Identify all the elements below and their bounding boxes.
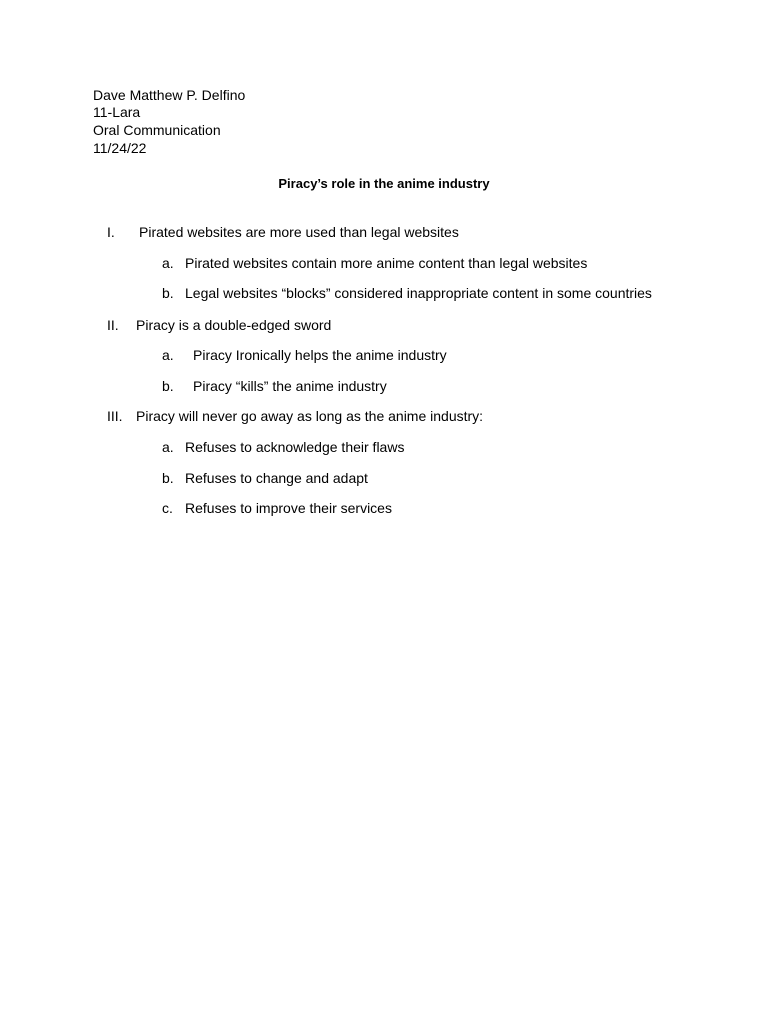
subpoint-text: Refuses to acknowledge their flaws [185, 439, 405, 455]
outline-numeral: II. [107, 317, 119, 333]
outline-point: Pirated websites are more used than legal websites [139, 224, 459, 240]
subpoint-text: Refuses to change and adapt [185, 470, 368, 486]
subpoint-text: Pirated websites contain more anime content than legal websites [185, 255, 588, 271]
subpoint-letter: a. [162, 255, 174, 271]
outline-point: Piracy is a double-edged sword [136, 317, 332, 333]
subpoint-letter: a. [162, 347, 174, 363]
subpoint-letter: b. [162, 285, 174, 301]
document-title: Piracy’s role in the anime industry [278, 176, 490, 191]
outline-point: Piracy will never go away as long as the anime industry: [136, 408, 484, 424]
subpoint-text: Piracy Ironically helps the anime industry [193, 347, 447, 363]
subpoint-text: Legal websites “blocks” considered inappropriate content in some countries [185, 285, 652, 301]
subpoint-letter: c. [162, 500, 173, 516]
subpoint-text: Refuses to improve their services [185, 500, 392, 516]
outline-numeral: I. [107, 224, 115, 240]
subpoint-letter: b. [162, 470, 174, 486]
subpoint-letter: a. [162, 439, 174, 455]
subpoint-text: Piracy “kills” the anime industry [193, 378, 387, 394]
subject-name: Oral Communication [93, 122, 221, 138]
author-name: Dave Matthew P. Delfino [93, 87, 246, 103]
outline-numeral: III. [107, 408, 123, 424]
document-date: 11/24/22 [93, 140, 147, 156]
class-section: 11-Lara [93, 104, 141, 120]
subpoint-letter: b. [162, 378, 174, 394]
